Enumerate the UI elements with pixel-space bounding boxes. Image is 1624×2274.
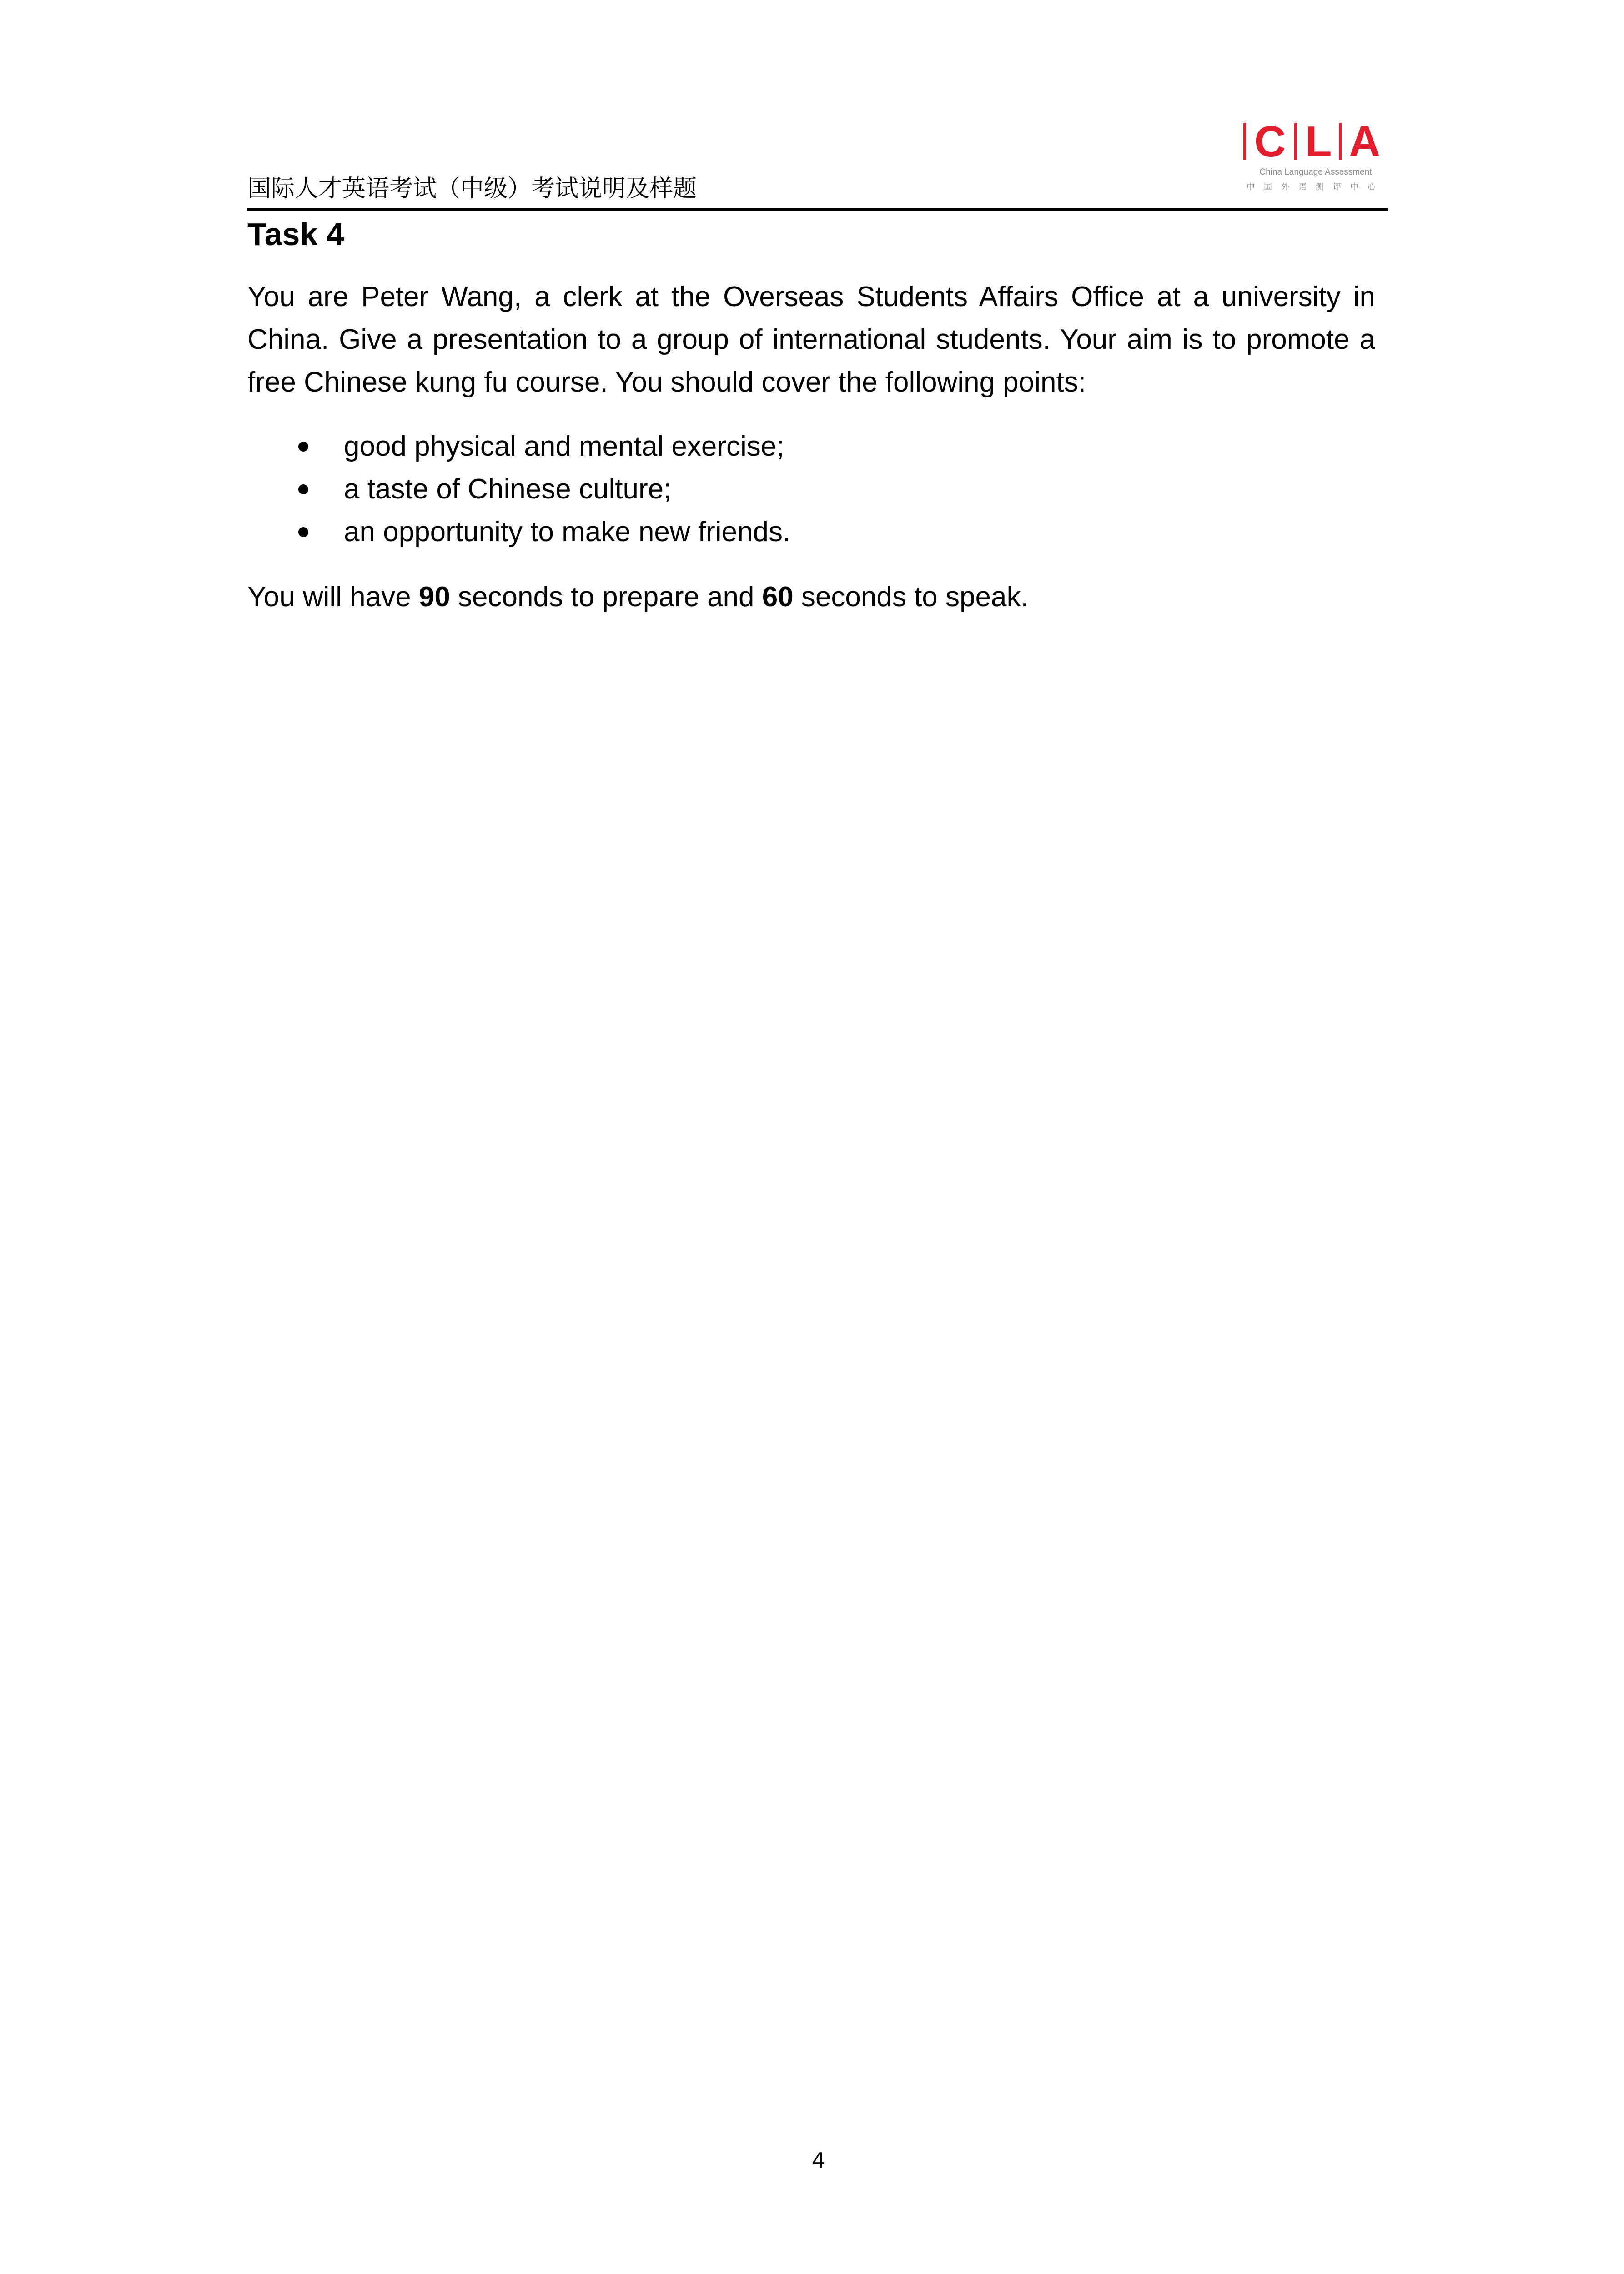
prepare-seconds: 90 — [418, 581, 450, 613]
bullet-icon — [298, 484, 308, 494]
cla-logo — [1242, 119, 1388, 199]
timing-instructions — [247, 576, 1375, 619]
logo-divider — [1339, 123, 1342, 160]
logo-letter-a: A — [1349, 117, 1381, 166]
bullet-icon — [298, 527, 308, 537]
page-number: 4 — [812, 2148, 825, 2173]
bullet-icon — [298, 442, 308, 452]
timing-text-part1: You will have — [247, 581, 419, 613]
document-header-title: 国际人才英语考试（中级）考试说明及样题 — [247, 175, 697, 202]
logo-divider — [1294, 123, 1297, 160]
task-intro-paragraph: You are Peter Wang, a clerk at the Overseas Students Affairs Office at a university in China. Give a presentation to a group of international students. Your aim is to promote a free Chinese kung fu course. You should cover the following points: — [247, 281, 1375, 398]
logo-subtitle-en: China Language Assessment — [1259, 167, 1372, 177]
list-item — [247, 425, 1375, 468]
logo-letter-l: L — [1305, 117, 1332, 166]
list-item — [247, 511, 1375, 553]
logo-letter-c: C — [1254, 117, 1286, 166]
point-text: a taste of Chinese culture; — [344, 473, 672, 505]
timing-text-part2: seconds to prepare and — [450, 581, 762, 613]
point-text: good physical and mental exercise; — [344, 431, 784, 462]
logo-subtitle-cn: 中国外语测评中心 — [1247, 182, 1385, 192]
task-heading: Task 4 — [247, 216, 344, 252]
logo-divider — [1243, 123, 1246, 160]
cla-logo-letters — [1242, 119, 1388, 165]
speak-seconds: 60 — [762, 581, 794, 613]
timing-text-part3: seconds to speak. — [793, 581, 1029, 613]
task-points-list — [247, 425, 1375, 553]
point-text: an opportunity to make new friends. — [344, 516, 791, 548]
list-item — [247, 468, 1375, 511]
header-divider — [247, 208, 1388, 211]
